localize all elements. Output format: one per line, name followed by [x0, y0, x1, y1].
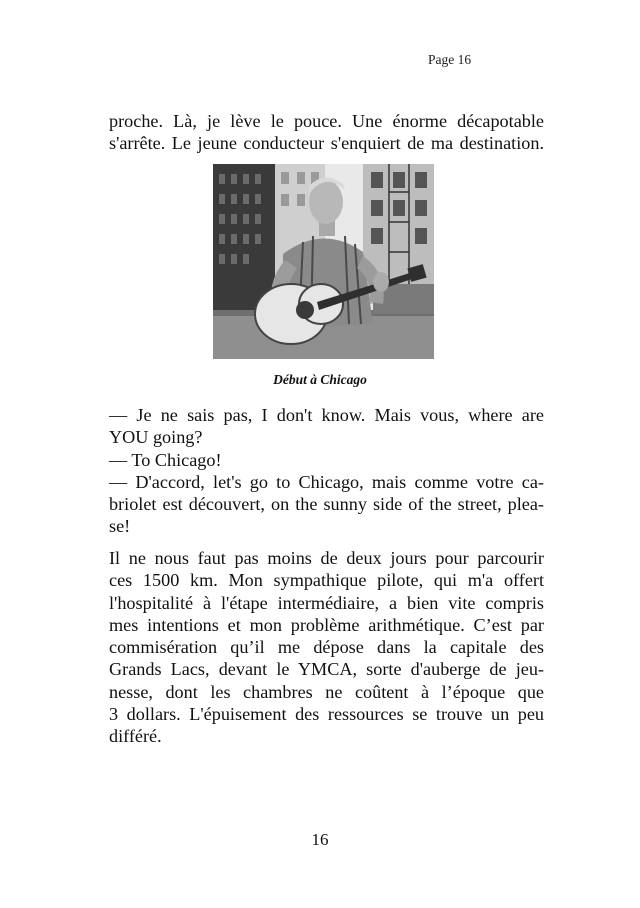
text-line: — Je ne sais pas, I don't know. Mais vous, where are — [109, 405, 544, 425]
text-line: — D'accord, let's go to Chicago, mais comme votre ca- — [109, 471, 544, 492]
text-line: — To Chicago! — [109, 449, 222, 470]
figure-caption: Début à Chicago — [273, 372, 367, 387]
text-line: s'arrête. Le jeune conducteur s'enquiert de ma destination. — [109, 133, 544, 154]
text-line: proche. Là, je lève le pouce. Une énorme décapotable — [109, 111, 544, 131]
text-line: commisération qu’il me dépose dans la capitale des — [109, 637, 544, 658]
running-header-page-label: Page 16 — [428, 52, 472, 67]
text-line: briolet est découvert, on the sunny side of the street, plea- — [109, 494, 544, 515]
photo-man-with-guitar — [213, 164, 434, 359]
text-line: YOU going? — [109, 427, 203, 448]
page-number: 16 — [311, 830, 329, 849]
text-line: Il ne nous faut pas moins de deux jours pour parcourir — [109, 548, 544, 568]
paragraph-journey — [109, 547, 544, 748]
text-line: l'hospitalité à l'étape intermédiaire, a bien vite compris — [109, 592, 544, 613]
text-line: mes intentions et mon problème arithmétique. C’est par — [109, 614, 544, 635]
text-line: se! — [109, 516, 131, 537]
text-line: 3 dollars. L'épuisement des ressources se trouve un peu — [109, 704, 544, 725]
dialogue-block — [109, 404, 544, 538]
text-line: nesse, dont les chambres ne coûtent à l’époque que — [109, 681, 544, 702]
text-line: ces 1500 km. Mon sympathique pilote, qui m'a offert — [109, 570, 544, 591]
text-line: différé. — [109, 726, 162, 747]
paragraph-intro — [109, 110, 544, 155]
text-line: Grands Lacs, devant le YMCA, sorte d'auberge de jeu- — [109, 659, 544, 680]
